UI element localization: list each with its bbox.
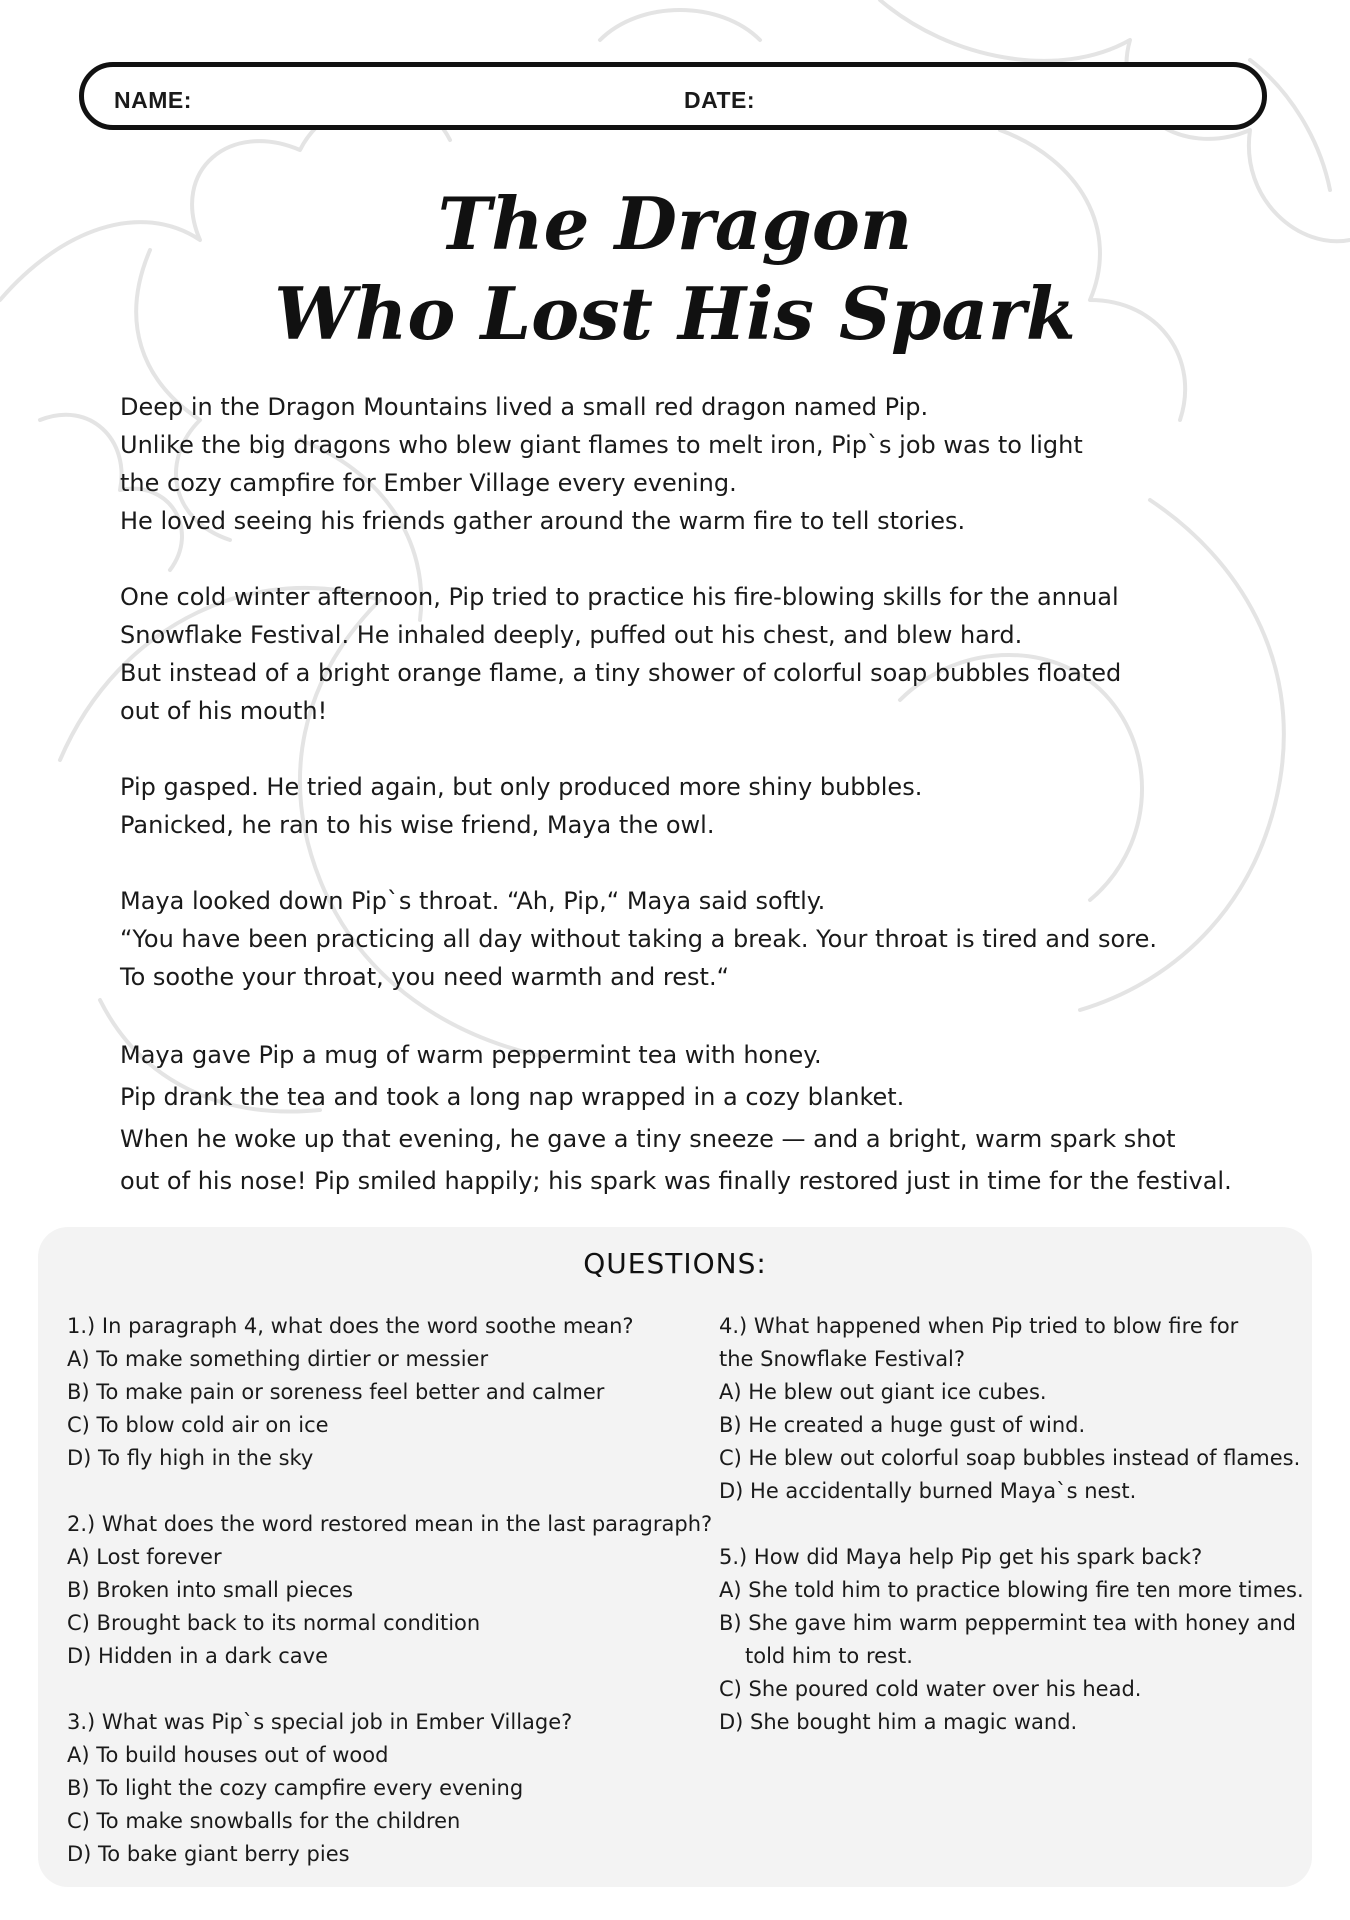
story-line: “You have been practicing all day without taking a break. Your throat is tired and sore. [120, 925, 1157, 953]
question-4 [719, 1310, 1309, 1508]
story-text [120, 388, 1270, 1240]
answer-option: B) He created a huge gust of wind. [719, 1413, 1086, 1437]
question-2 [67, 1508, 717, 1673]
question-text: 5.) How did Maya help Pip get his spark back? [719, 1545, 1203, 1569]
story-paragraph [120, 768, 1270, 844]
answer-option: A) She told him to practice blowing fire ten more times. [719, 1578, 1304, 1602]
questions-heading: QUESTIONS: [583, 1247, 767, 1280]
story-line: He loved seeing his friends gather around the warm fire to tell stories. [120, 507, 966, 535]
question-text: 4.) What happened when Pip tried to blow fire for [719, 1314, 1239, 1338]
answer-option: B) To light the cozy campfire every evening [67, 1776, 524, 1800]
answer-option: C) To make snowballs for the children [67, 1809, 461, 1833]
questions-right-column [719, 1310, 1309, 1772]
answer-option: D) Hidden in a dark cave [67, 1644, 329, 1668]
answer-option: B) Broken into small pieces [67, 1578, 354, 1602]
story-line: Panicked, he ran to his wise friend, Maya the owl. [120, 811, 715, 839]
question-text: 2.) What does the word restored mean in the last paragraph? [67, 1512, 713, 1536]
story-line: out of his mouth! [120, 697, 328, 725]
questions-left-column [67, 1310, 717, 1904]
questions-panel [38, 1227, 1312, 1887]
story-line: But instead of a bright orange flame, a tiny shower of colorful soap bubbles floated [120, 659, 1122, 687]
answer-option: C) She poured cold water over his head. [719, 1677, 1142, 1701]
story-line: One cold winter afternoon, Pip tried to practice his fire-blowing skills for the annual [120, 583, 1119, 611]
story-line: Pip gasped. He tried again, but only produced more shiny bubbles. [120, 773, 923, 801]
story-line: Unlike the big dragons who blew giant flames to melt iron, Pip`s job was to light [120, 431, 1083, 459]
answer-option: A) He blew out giant ice cubes. [719, 1380, 1047, 1404]
answer-option: D) He accidentally burned Maya`s nest. [719, 1479, 1137, 1503]
story-line: Pip drank the tea and took a long nap wrapped in a cozy blanket. [120, 1083, 905, 1111]
story-line: out of his nose! Pip smiled happily; his spark was finally restored just in time for the festival. [120, 1167, 1232, 1195]
answer-option: A) To build houses out of wood [67, 1743, 389, 1767]
answer-option: C) To blow cold air on ice [67, 1413, 329, 1437]
answer-option: B) To make pain or soreness feel better and calmer [67, 1380, 605, 1404]
story-paragraph [120, 1034, 1270, 1202]
name-label: NAME: [114, 87, 192, 113]
question-3 [67, 1706, 717, 1871]
answer-option: D) She bought him a magic wand. [719, 1710, 1078, 1734]
name-date-bar [79, 62, 1267, 130]
story-paragraph [120, 388, 1270, 540]
answer-option: A) Lost forever [67, 1545, 222, 1569]
answer-option: D) To bake giant berry pies [67, 1842, 350, 1866]
story-line: Maya gave Pip a mug of warm peppermint tea with honey. [120, 1041, 822, 1069]
answer-option: A) To make something dirtier or messier [67, 1347, 489, 1371]
question-5 [719, 1541, 1309, 1739]
story-title-line-1: The Dragon [437, 181, 913, 266]
answer-option: B) She gave him warm peppermint tea with honey and [719, 1611, 1296, 1635]
story-line: Maya looked down Pip`s throat. “Ah, Pip,“ Maya said softly. [120, 887, 826, 915]
question-text: 3.) What was Pip`s special job in Ember Village? [67, 1710, 573, 1734]
story-paragraph [120, 578, 1270, 730]
story-line: the cozy campfire for Ember Village every evening. [120, 469, 737, 497]
story-line: Deep in the Dragon Mountains lived a small red dragon named Pip. [120, 393, 929, 421]
story-paragraph [120, 882, 1270, 996]
question-1 [67, 1310, 717, 1475]
answer-option: D) To fly high in the sky [67, 1446, 314, 1470]
story-line: To soothe your throat, you need warmth and rest.“ [120, 963, 729, 991]
story-line: Snowflake Festival. He inhaled deeply, puffed out his chest, and blew hard. [120, 621, 1023, 649]
story-title-line-2: Who Lost His Spark [274, 271, 1076, 356]
date-label: DATE: [684, 87, 756, 113]
story-line: When he woke up that evening, he gave a tiny sneeze — and a bright, warm spark shot [120, 1125, 1176, 1153]
answer-option-continued: told him to rest. [745, 1644, 913, 1668]
answer-option: C) He blew out colorful soap bubbles instead of flames. [719, 1446, 1301, 1470]
question-text: 1.) In paragraph 4, what does the word soothe mean? [67, 1314, 634, 1338]
question-text: the Snowflake Festival? [719, 1347, 966, 1371]
answer-option: C) Brought back to its normal condition [67, 1611, 481, 1635]
